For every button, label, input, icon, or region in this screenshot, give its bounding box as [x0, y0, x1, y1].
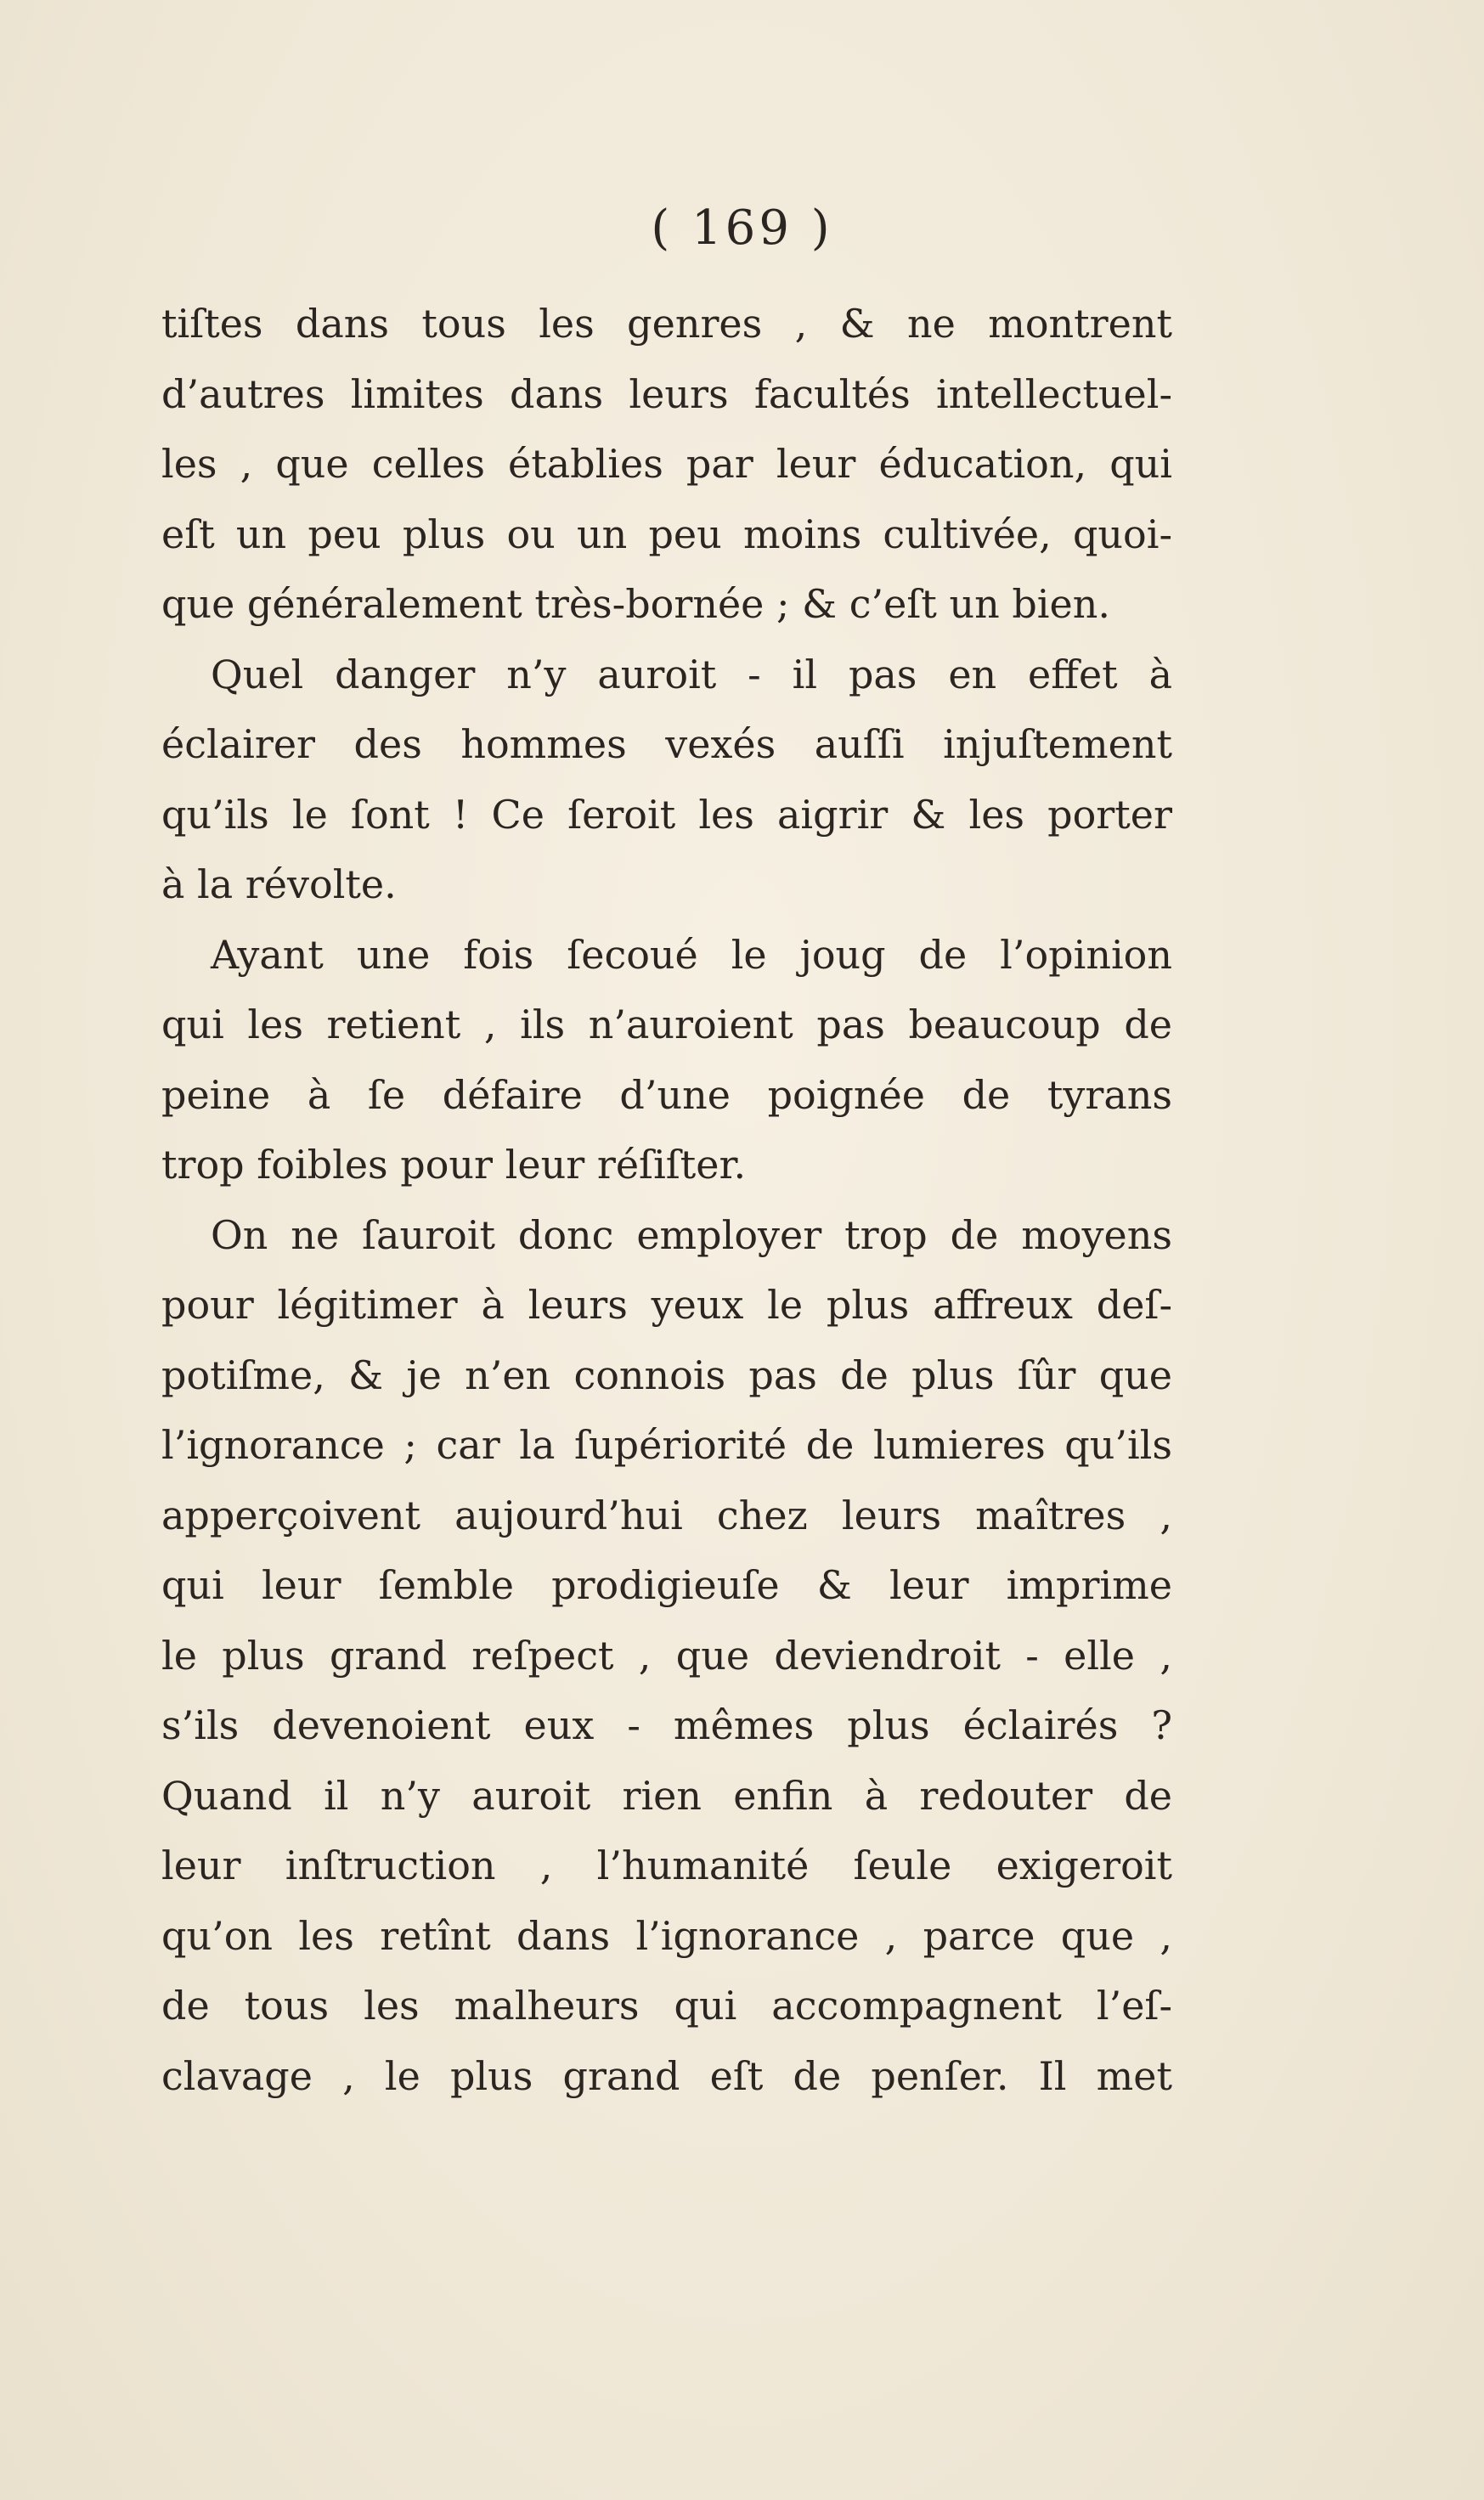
- text-line: les , que celles établies par leur éducation, qui: [161, 441, 1172, 487]
- text-line: qui les retient , ils n’auroient pas beaucoup de: [161, 1002, 1172, 1047]
- text-line: peine à ſe défaire d’une poignée de tyrans: [161, 1071, 1172, 1118]
- text-line: trop foibles pour leur réſiſter.: [161, 1142, 747, 1188]
- text-line: de tous les malheurs qui accompagnent l’eſ-: [161, 1983, 1172, 2029]
- text-line: eſt un peu plus ou un peu moins cultivée, quoi-: [161, 511, 1172, 557]
- body-text: [161, 289, 1172, 2111]
- text-line: qu’ils le ſont ! Ce ſeroit les aigrir & les porter: [161, 791, 1172, 838]
- text-line: apperçoivent aujourd’hui chez leurs maîtres ,: [161, 1492, 1172, 1538]
- text-line: à la révolte.: [161, 861, 397, 907]
- text-line: que généralement très-bornée ; & c’eſt un bien.: [161, 581, 1110, 627]
- text-line: leur inſtruction , l’humanité ſeule exigeroit: [161, 1843, 1172, 1888]
- text-line: d’autres limites dans leurs facultés intellectuel-: [161, 370, 1172, 417]
- text-line: le plus grand reſpect , que deviendroit - elle ,: [161, 1632, 1172, 1679]
- text-line: qui leur ſemble prodigieuſe & leur imprime: [161, 1562, 1172, 1608]
- page-number: ( 169 ): [651, 200, 833, 256]
- text-line: tiſtes dans tous les genres , & ne montrent: [161, 301, 1172, 347]
- text-line: s’ils devenoient eux - mêmes plus éclairés ?: [161, 1702, 1172, 1748]
- text-line: qu’on les retînt dans l’ignorance , parce que ,: [161, 1912, 1172, 1959]
- text-line: Quel danger n’y auroit - il pas en effet à: [211, 651, 1172, 697]
- text-line: On ne ſauroit donc employer trop de moyens: [211, 1211, 1172, 1258]
- text-line: pour légitimer à leurs yeux le plus affreux deſ-: [161, 1282, 1172, 1328]
- text-line: clavage , le plus grand eſt de penſer. Il met: [161, 2052, 1172, 2099]
- text-line: Ayant une fois ſecoué le joug de l’opinion: [211, 931, 1172, 978]
- text-line: éclairer des hommes vexés auſſi injuſtement: [161, 721, 1172, 767]
- text-line: l’ignorance ; car la ſupériorité de lumieres qu’ils: [161, 1422, 1172, 1468]
- text-line: potiſme, & je n’en connois pas de plus ſûr que: [161, 1352, 1172, 1398]
- text-line: Quand il n’y auroit rien enfin à redouter de: [161, 1772, 1172, 1819]
